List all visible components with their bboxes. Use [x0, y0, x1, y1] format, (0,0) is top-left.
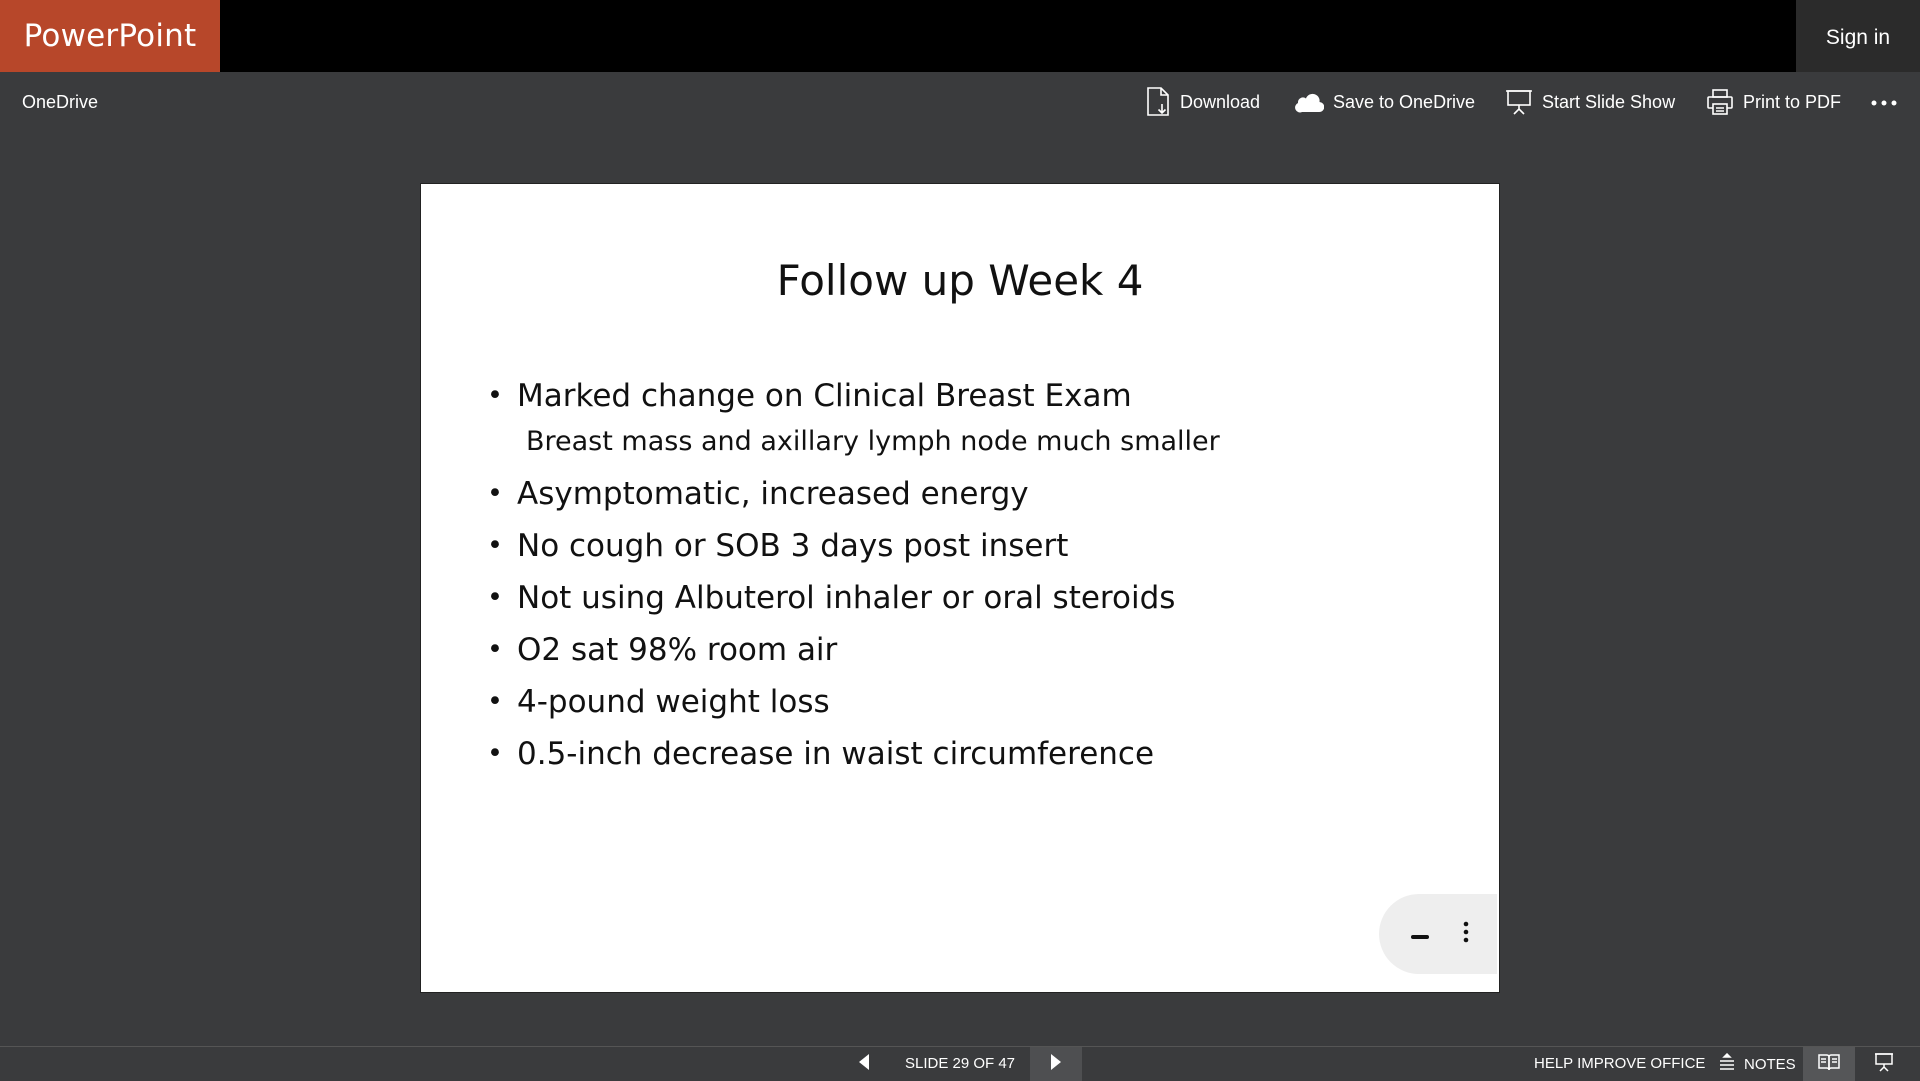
- save-to-onedrive-button[interactable]: [1294, 72, 1475, 132]
- notes-label: NOTES: [1744, 1055, 1796, 1073]
- arrow-right-icon: [1050, 1053, 1062, 1075]
- bullet-text: Not using Albuterol inhaler or oral steroids: [517, 580, 1176, 616]
- bullet-text: Marked change on Clinical Breast Exam: [517, 378, 1132, 414]
- bullet-glyph: •: [487, 738, 503, 769]
- save-to-onedrive-label: Save to OneDrive: [1333, 91, 1476, 112]
- bullet-text: No cough or SOB 3 days post insert: [517, 528, 1069, 564]
- download-button[interactable]: [1145, 72, 1260, 132]
- bullet-glyph: •: [487, 380, 503, 411]
- slide-more-button[interactable]: [1451, 919, 1481, 949]
- bullet-glyph: •: [487, 530, 503, 561]
- cloud-icon: [1294, 91, 1324, 113]
- presentation-icon: [1874, 1052, 1894, 1076]
- bullet-item: [487, 630, 1437, 670]
- app-brand[interactable]: PowerPoint: [0, 0, 220, 72]
- bullet-item: [487, 376, 1437, 416]
- print-to-pdf-label: Print to PDF: [1743, 91, 1842, 112]
- slide-counter: SLIDE 29 OF 47: [904, 1055, 1016, 1072]
- download-label: Download: [1180, 91, 1261, 112]
- sub-bullet-item: Breast mass and axillary lymph node much smaller: [526, 426, 1220, 457]
- reading-view-button[interactable]: [1803, 1047, 1855, 1081]
- bullet-item: [487, 682, 1437, 722]
- next-slide-button[interactable]: [1030, 1047, 1082, 1081]
- onedrive-link[interactable]: OneDrive: [22, 92, 99, 112]
- status-bar: [0, 1046, 1920, 1080]
- notes-button[interactable]: [1718, 1047, 1796, 1081]
- top-bar: [0, 0, 1920, 72]
- sign-in-button[interactable]: Sign in: [1796, 0, 1920, 72]
- help-improve-office-link[interactable]: HELP IMPROVE OFFICE: [1534, 1055, 1706, 1072]
- printer-icon: [1706, 88, 1734, 116]
- minus-icon: [1410, 925, 1430, 944]
- slide-control-pill: [1379, 894, 1497, 974]
- bullet-text: Asymptomatic, increased energy: [517, 476, 1029, 512]
- bullet-glyph: •: [487, 478, 503, 509]
- bullet-list: [487, 376, 1437, 786]
- ellipsis-icon: [1871, 93, 1897, 111]
- notes-icon: [1718, 1053, 1736, 1075]
- slide-show-view-button[interactable]: [1858, 1047, 1910, 1081]
- slide-canvas: [420, 183, 1500, 993]
- download-icon: [1145, 87, 1171, 117]
- bullet-item: [487, 734, 1437, 774]
- minimize-button[interactable]: [1405, 919, 1435, 949]
- slide-title: Follow up Week 4: [776, 256, 1144, 305]
- vertical-ellipsis-icon: [1463, 921, 1469, 947]
- start-slide-show-button[interactable]: [1505, 72, 1675, 132]
- start-slide-show-label: Start Slide Show: [1542, 91, 1676, 112]
- toolbar: [0, 72, 1920, 132]
- presentation-icon: [1505, 88, 1533, 116]
- bullet-text: 4-pound weight loss: [517, 684, 830, 720]
- arrow-left-icon: [858, 1053, 870, 1075]
- bullet-glyph: •: [487, 634, 503, 665]
- bullet-glyph: •: [487, 582, 503, 613]
- print-to-pdf-button[interactable]: [1706, 72, 1841, 132]
- bullet-text: 0.5-inch decrease in waist circumference: [517, 736, 1155, 772]
- bullet-text: O2 sat 98% room air: [517, 632, 838, 668]
- previous-slide-button[interactable]: [838, 1047, 890, 1081]
- bullet-item: [487, 578, 1437, 618]
- bullet-item: [487, 526, 1437, 566]
- more-options-button[interactable]: [1866, 72, 1902, 132]
- book-icon: [1818, 1053, 1840, 1075]
- bullet-glyph: •: [487, 686, 503, 717]
- bullet-item: [487, 474, 1437, 514]
